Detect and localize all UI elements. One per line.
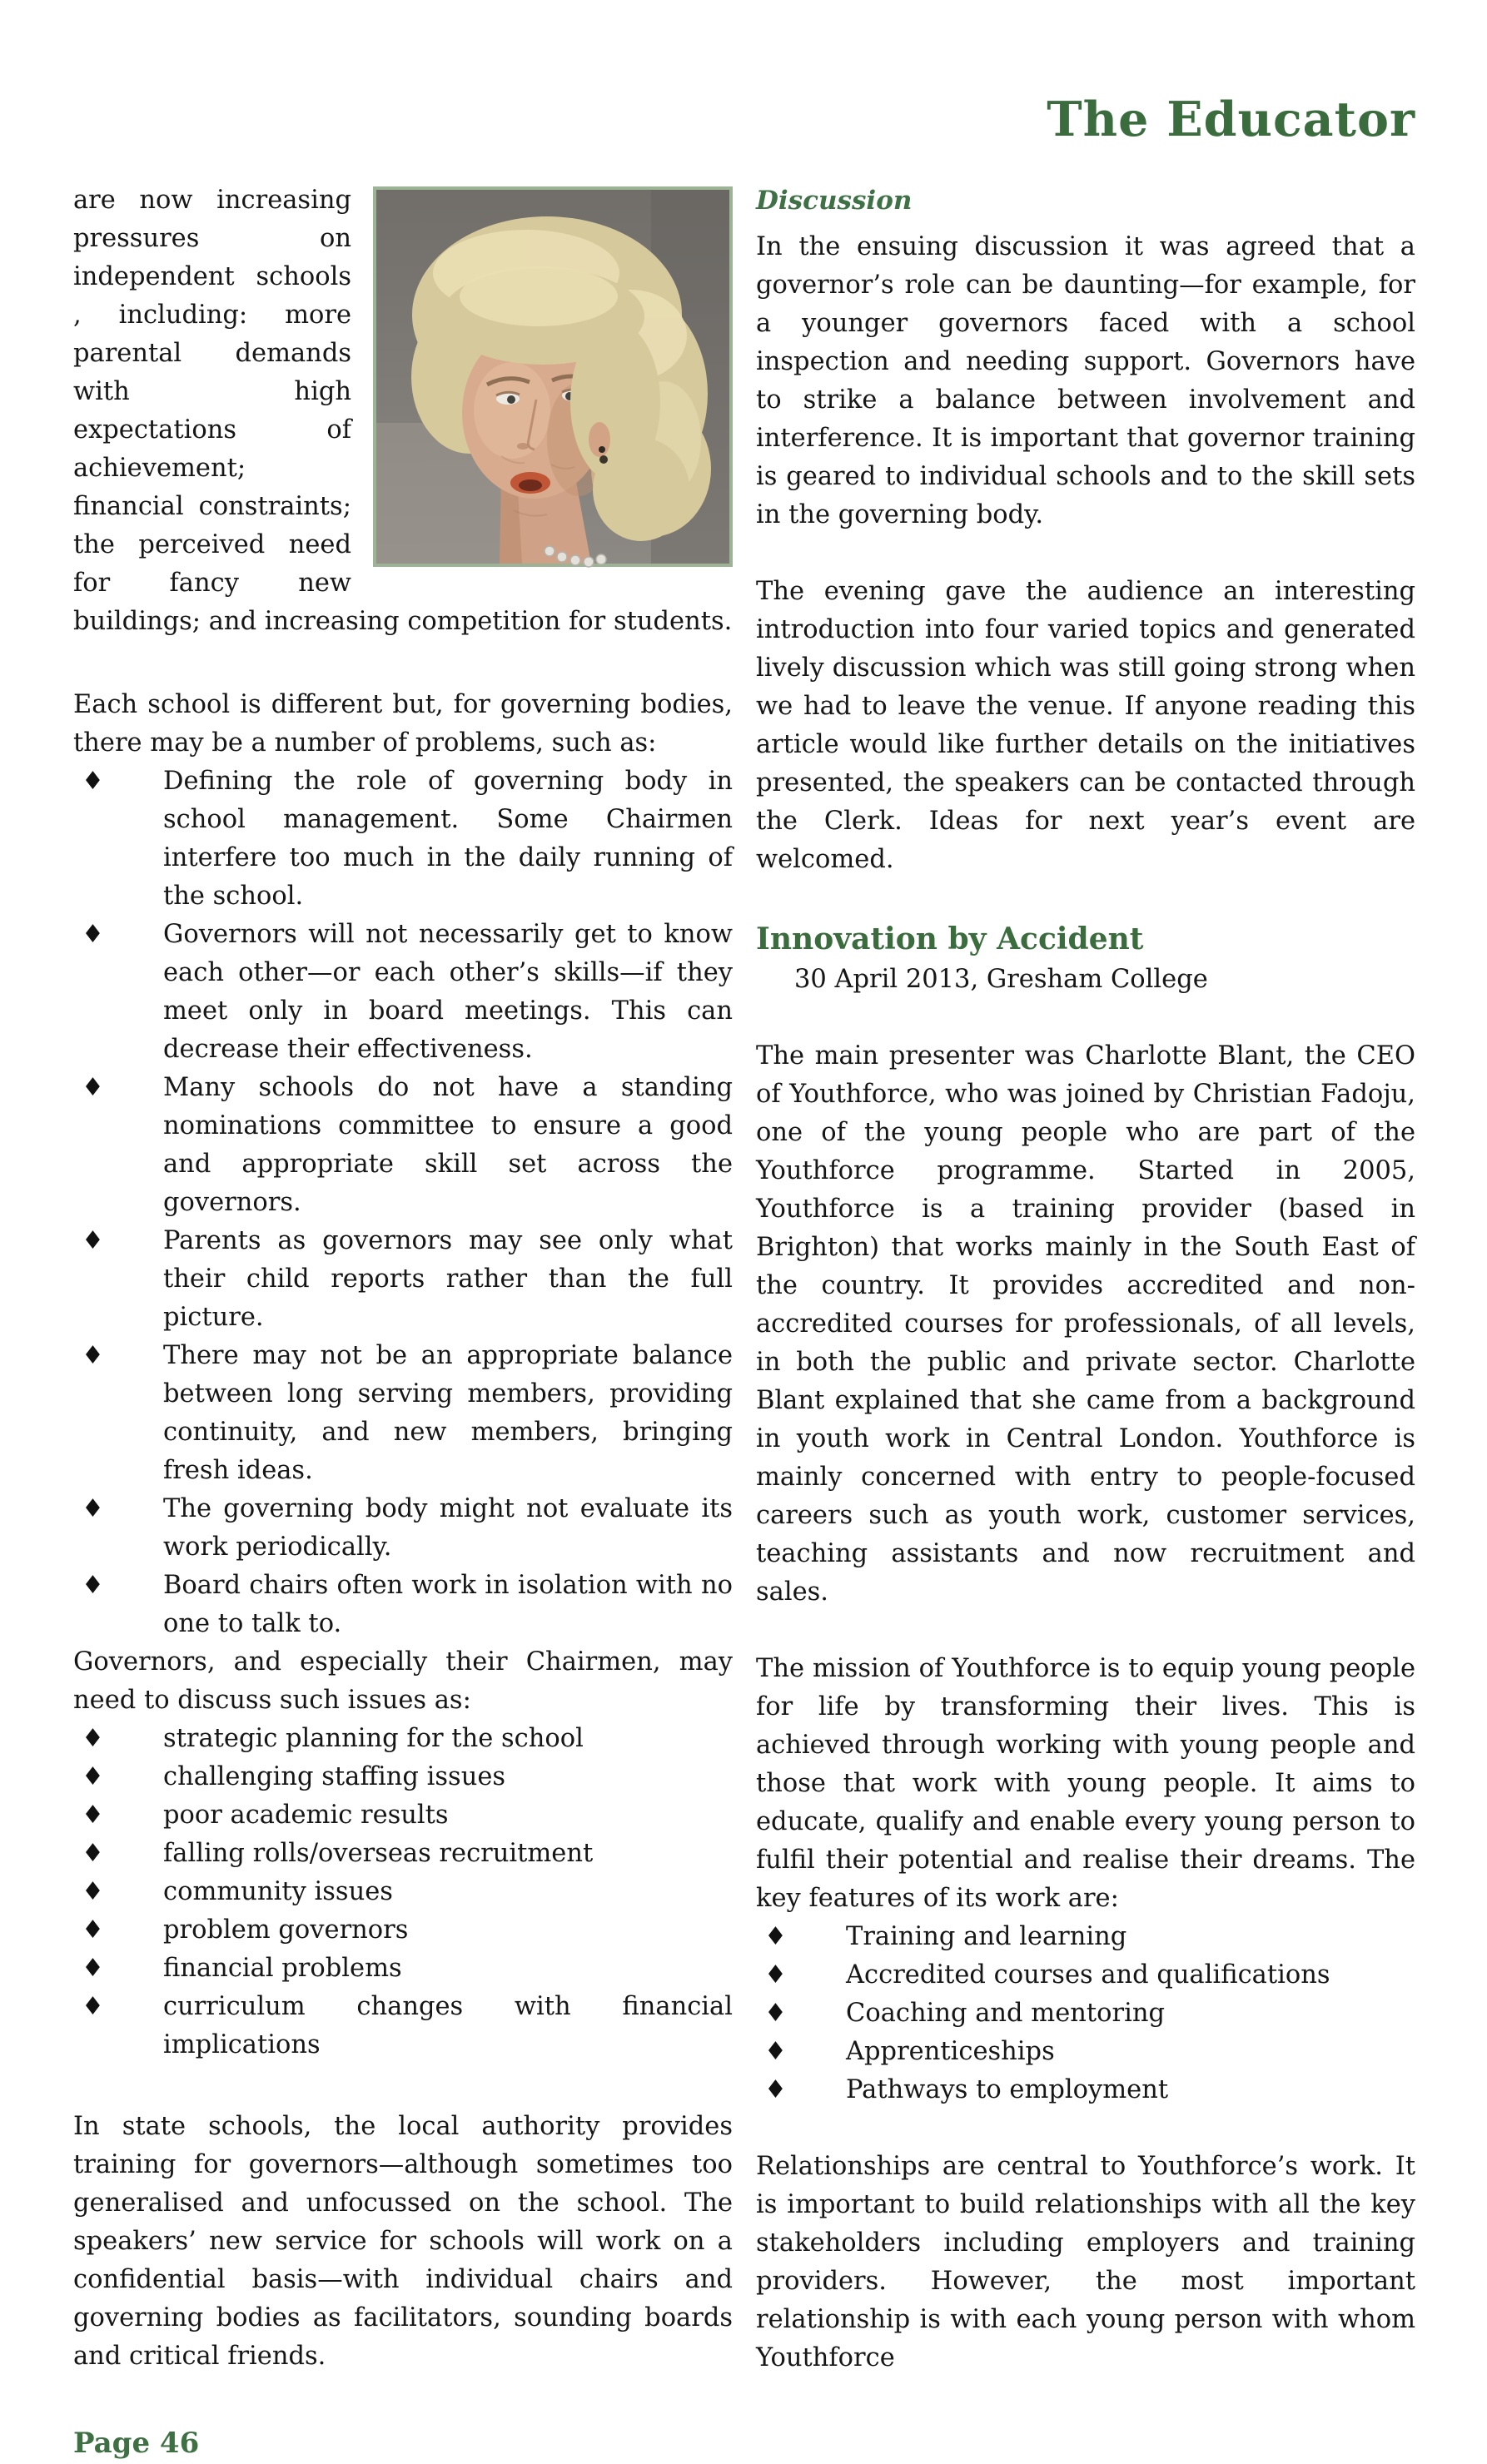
list-item	[73, 1873, 733, 1911]
issues-list	[73, 1720, 733, 2064]
diamond-bullet-icon: ♦	[82, 1494, 104, 1523]
event-date-line: 30 April 2013, Gresham College	[794, 965, 1208, 994]
portrait-illustration	[376, 190, 729, 564]
paragraph-discussion-1: In the ensuing discussion it was agreed that a governor’s role can be daunting—for example, for a younger governors faced with a school inspection and needing support. Governors have to strike a balance between involvement and interference. It is important that governor training is geared to individual schools and to the skill sets in the governing body.	[756, 232, 1415, 529]
page-footer	[73, 2424, 733, 2464]
paragraph-state-schools: In state schools, the local authority provides training for governors—although sometimes too generalised and unfocussed on the school. The speakers’ new service for schools will work on a confidential basis—with individual chairs and governing bodies as facilitators, sounding boards and critical friends.	[73, 2112, 733, 2371]
list-item-text: The governing body might not evaluate its work periodically.	[163, 1494, 733, 1562]
list-item-text: Apprenticeships	[846, 2037, 1055, 2066]
diamond-bullet-icon: ♦	[82, 1724, 104, 1753]
list-item-text: curriculum changes with financial implications	[163, 1992, 733, 2059]
diamond-bullet-icon: ♦	[764, 1922, 787, 1951]
diamond-bullet-icon: ♦	[82, 1341, 104, 1370]
diamond-bullet-icon: ♦	[764, 2037, 787, 2066]
list-item	[73, 1950, 733, 1988]
list-item-text: Governors will not necessarily get to know each other—or each other’s skills—if they meet only in board meetings. This can decrease their effectiveness.	[163, 920, 733, 1064]
paragraph-innovation-1: The main presenter was Charlotte Blant, the CEO of Youthforce, who was joined by Christian Fadoju, one of the young people who are part of the Youthforce programme. Started in 2005, Youthforce is a training provider (based in Brighton) that works mainly in the South East of the country. It provides accredited and non-accredited courses for professionals, of all levels, in both the public and private sector. Charlotte Blant explained that she came from a background in youth work in Central London. Youthforce is mainly concerned with entry to people-focused careers such as youth work, customer services, teaching assistants and now recruitment and sales.	[756, 1041, 1415, 1607]
diamond-bullet-icon: ♦	[82, 920, 104, 949]
list-item-text: challenging staffing issues	[163, 1762, 506, 1791]
diamond-bullet-icon: ♦	[82, 1762, 104, 1791]
paragraph-discuss-intro: Governors, and especially their Chairmen, may need to discuss such issues as:	[73, 1647, 733, 1715]
page-number: Page 46	[73, 2427, 200, 2460]
list-item-text: financial problems	[163, 1954, 402, 1983]
list-item	[756, 1995, 1415, 2033]
list-item	[756, 1956, 1415, 1995]
list-item	[73, 1911, 733, 1950]
list-item	[73, 1490, 733, 1567]
diamond-bullet-icon: ♦	[764, 1999, 787, 2028]
list-item-text: Parents as governors may see only what their child reports rather than the full picture.	[163, 1226, 733, 1332]
list-item-text: strategic planning for the school	[163, 1724, 584, 1753]
section-title-discussion: Discussion	[756, 186, 913, 216]
list-item-text: community issues	[163, 1877, 393, 1906]
paragraph-innovation-3: Relationships are central to Youthforce’s work. It is important to build relationships with all the key stakeholders including employers and training providers. However, the most important relationship is with each young person with whom Youthforce	[756, 2152, 1415, 2372]
list-item-text: Coaching and mentoring	[846, 1999, 1166, 2028]
list-item	[73, 763, 733, 916]
right-column	[756, 181, 1415, 2464]
list-item	[73, 1988, 733, 2064]
two-column-layout	[73, 181, 1415, 2464]
page-title: The Educator	[1047, 92, 1415, 147]
section-title-innovation: Innovation by Accident	[756, 922, 1144, 956]
list-item	[73, 1337, 733, 1490]
paragraph-problems-intro: Each school is different but, for governing bodies, there may be a number of problems, such as:	[73, 690, 733, 758]
list-item	[73, 1835, 733, 1873]
diamond-bullet-icon: ♦	[82, 1877, 104, 1906]
list-item	[73, 1758, 733, 1796]
list-item-text: problem governors	[163, 1915, 409, 1945]
list-item-text: Training and learning	[846, 1922, 1127, 1951]
portrait-photo	[373, 186, 733, 567]
list-item-text: Many schools do not have a standing nominations committee to ensure a good and appropriate skill set across the governors.	[163, 1073, 733, 1217]
list-item-text: Board chairs often work in isolation with no one to talk to.	[163, 1571, 733, 1638]
features-list	[756, 1918, 1415, 2109]
list-item-text: Defining the role of governing body in school management. Some Chairmen interfere too much in the daily running of the school.	[163, 767, 733, 911]
list-item-text: poor academic results	[163, 1801, 449, 1830]
diamond-bullet-icon: ♦	[82, 1073, 104, 1102]
paragraph-discussion-2: The evening gave the audience an interesting introduction into four varied topics and generated lively discussion which was still going strong when we had to leave the venue. If anyone reading this article would like further details on the initiatives presented, the speakers can be contacted through the Clerk. Ideas for next year’s event are welcomed.	[756, 577, 1415, 874]
list-item	[73, 1796, 733, 1835]
diamond-bullet-icon: ♦	[764, 2075, 787, 2104]
diamond-bullet-icon: ♦	[82, 1839, 104, 1868]
list-item-text: falling rolls/overseas recruitment	[163, 1839, 594, 1868]
list-item-text: There may not be an appropriate balance between long serving members, providing continuity, and new members, bringing fresh ideas.	[163, 1341, 733, 1485]
paragraph-innovation-2: The mission of Youthforce is to equip young people for life by transforming their lives. This is achieved through working with young people and those that work with young people. It aims to educate, qualify and enable every young person to fulfil their potential and realise their dreams. The key features of its work are:	[756, 1654, 1415, 1913]
diamond-bullet-icon: ♦	[82, 1801, 104, 1830]
list-item	[73, 916, 733, 1069]
list-item-text: Accredited courses and qualifications	[846, 1960, 1330, 1990]
diamond-bullet-icon: ♦	[82, 1915, 104, 1945]
problems-list	[73, 763, 733, 1643]
list-item	[73, 1069, 733, 1222]
list-item	[756, 1918, 1415, 1956]
diamond-bullet-icon: ♦	[82, 1226, 104, 1255]
left-column	[73, 181, 733, 2464]
diamond-bullet-icon: ♦	[82, 1992, 104, 2021]
list-item-text: Pathways to employment	[846, 2075, 1169, 2104]
list-item	[756, 2071, 1415, 2109]
diamond-bullet-icon: ♦	[764, 1960, 787, 1990]
masthead	[73, 93, 1415, 147]
diamond-bullet-icon: ♦	[82, 1954, 104, 1983]
list-item	[73, 1222, 733, 1337]
intro-block	[73, 181, 733, 641]
paragraph-intro: are now increasing pressures on independent schools , including: more parental demands with high expectations of achievement; financial constraints; the perceived need for fancy new buildings; and increasing competition for students.	[73, 186, 733, 636]
list-item	[73, 1720, 733, 1758]
diamond-bullet-icon: ♦	[82, 1571, 104, 1600]
list-item	[756, 2033, 1415, 2071]
list-item	[73, 1567, 733, 1643]
diamond-bullet-icon: ♦	[82, 767, 104, 796]
